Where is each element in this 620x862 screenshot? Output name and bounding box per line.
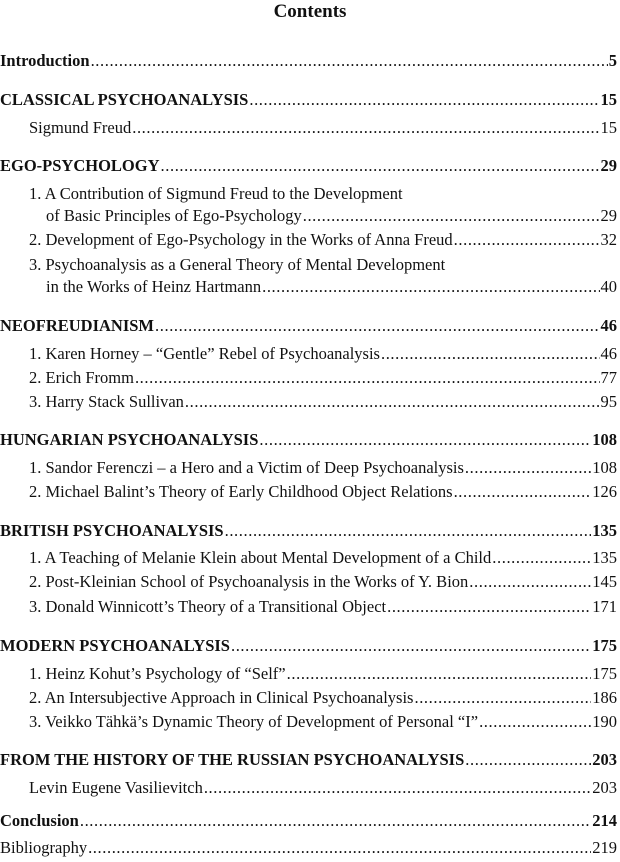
leader-dots [454, 230, 600, 250]
toc-entry-winnicott[interactable] [29, 597, 617, 617]
leader-dots [91, 51, 608, 71]
toc-page-number: 46 [600, 316, 617, 335]
leader-dots [231, 636, 591, 656]
leader-dots [259, 430, 591, 450]
toc-entry-title: 2. Erich Fromm [29, 368, 134, 387]
toc-page-number: 203 [592, 778, 617, 797]
leader-dots [161, 156, 600, 176]
toc-entry-title: HUNGARIAN PSYCHOANALYSIS [0, 430, 259, 449]
leader-dots [80, 811, 591, 831]
toc-entry-title: 3. Veikko Tähkä’s Dynamic Theory of Development of Personal “I” [29, 712, 479, 731]
leader-dots [381, 344, 600, 364]
toc-entry-ferenczi[interactable] [29, 458, 617, 478]
toc-entry-title: 2. Michael Balint’s Theory of Early Childhood Object Relations [29, 482, 453, 501]
toc-entry-title: Bibliography [0, 838, 88, 857]
toc-entry-title: Conclusion [0, 811, 79, 830]
toc-page-number: 135 [592, 521, 617, 540]
toc-page-number: 108 [592, 458, 617, 477]
toc-section-modern[interactable] [0, 636, 617, 656]
toc-page-number: 15 [600, 90, 617, 109]
toc-entry-bion[interactable] [29, 572, 617, 592]
toc-entry-title: 1. A Teaching of Melanie Klein about Mental Development of a Child [29, 548, 492, 567]
toc-entry-line[interactable] [29, 255, 617, 275]
toc-section-classical[interactable] [0, 90, 617, 110]
toc-entry-title: Introduction [0, 51, 90, 70]
toc-page-number: 190 [592, 712, 617, 731]
toc-section-hungarian[interactable] [0, 430, 617, 450]
toc-entry-title: NEOFREUDIANISM [0, 316, 155, 335]
toc-entry-freud-contribution[interactable] [46, 206, 617, 226]
leader-dots [469, 572, 591, 592]
toc-entry-title: 1. Karen Horney – “Gentle” Rebel of Psychoanalysis [29, 344, 380, 363]
toc-entry-title: of Basic Principles of Ego-Psychology [46, 206, 302, 225]
toc-entry-title: 2. Development of Ego-Psychology in the Works of Anna Freud [29, 230, 453, 249]
toc-entry-klein[interactable] [29, 548, 617, 568]
toc-entry-title: 1. Sandor Ferenczi – a Hero and a Victim of Deep Psychoanalysis [29, 458, 464, 477]
leader-dots [135, 368, 600, 388]
page-title: Contents [273, 1, 347, 22]
toc-page-number: 29 [600, 206, 617, 225]
leader-dots [479, 712, 591, 732]
toc-entry-bibliography[interactable] [0, 838, 617, 858]
toc-entry-title: MODERN PSYCHOANALYSIS [0, 636, 230, 655]
toc-entry-hartmann[interactable] [46, 277, 617, 297]
toc-entry-fromm[interactable] [29, 368, 617, 388]
toc-entry-title: 2. An Intersubjective Approach in Clinical Psychoanalysis [29, 688, 414, 707]
leader-dots [303, 206, 600, 226]
leader-dots [465, 750, 591, 770]
leader-dots [249, 90, 599, 110]
toc-page-number: 135 [592, 548, 617, 567]
leader-dots [287, 664, 592, 684]
toc-page-number: 77 [600, 368, 617, 387]
toc-page-number: 186 [592, 688, 617, 707]
leader-dots [88, 838, 591, 858]
leader-dots [465, 458, 591, 478]
toc-page-number: 40 [600, 277, 617, 296]
toc-page-number: 32 [600, 230, 617, 249]
toc-page-number: 5 [608, 51, 617, 70]
toc-page-number: 15 [600, 118, 617, 137]
toc-entry-title: 2. Post-Kleinian School of Psychoanalysis in the Works of Y. Bion [29, 572, 469, 591]
toc-entry-title: 1. Heinz Kohut’s Psychology of “Self” [29, 664, 286, 683]
toc-page-number: 175 [592, 636, 617, 655]
toc-entry-title: FROM THE HISTORY OF THE RUSSIAN PSYCHOANALYSIS [0, 750, 465, 769]
toc-entry-title: Sigmund Freud [29, 118, 132, 137]
leader-dots [414, 688, 591, 708]
toc-entry-title: 3. Harry Stack Sullivan [29, 392, 184, 411]
toc-entry-title: 1. A Contribution of Sigmund Freud to the Development [29, 184, 403, 203]
toc-entry-conclusion[interactable] [0, 811, 617, 831]
toc-page-number: 203 [592, 750, 617, 769]
leader-dots [204, 778, 591, 798]
toc-page-number: 126 [592, 482, 617, 501]
leader-dots [185, 392, 600, 412]
toc-page-number: 219 [592, 838, 617, 857]
toc-page-number: 46 [600, 344, 617, 363]
toc-section-russian[interactable] [0, 750, 617, 770]
toc-page-number: 175 [592, 664, 617, 683]
leader-dots [262, 277, 599, 297]
toc-entry-sullivan[interactable] [29, 392, 617, 412]
toc-entry-title: 3. Psychoanalysis as a General Theory of Mental Development [29, 255, 446, 274]
toc-section-british[interactable] [0, 521, 617, 541]
toc-page-number: 171 [592, 597, 617, 616]
toc-entry-levin[interactable] [29, 778, 617, 798]
leader-dots [155, 316, 599, 336]
toc-entry-title: in the Works of Heinz Hartmann [46, 277, 262, 296]
toc-page-number: 214 [592, 811, 617, 830]
toc-entry-intersubjective[interactable] [29, 688, 617, 708]
toc-entry-line[interactable] [29, 184, 617, 204]
toc-page-number: 95 [600, 392, 617, 411]
toc-entry-title: 3. Donald Winnicott’s Theory of a Transitional Object [29, 597, 387, 616]
leader-dots [132, 118, 599, 138]
toc-entry-title: BRITISH PSYCHOANALYSIS [0, 521, 224, 540]
leader-dots [225, 521, 592, 541]
leader-dots [454, 482, 592, 502]
leader-dots [387, 597, 591, 617]
toc-entry-title: EGO-PSYCHOLOGY [0, 156, 160, 175]
toc-entry-kohut[interactable] [29, 664, 617, 684]
toc-page-number: 29 [600, 156, 617, 175]
toc-entry-horney[interactable] [29, 344, 617, 364]
leader-dots [492, 548, 591, 568]
toc-entry-title: CLASSICAL PSYCHOANALYSIS [0, 90, 249, 109]
toc-entry-anna-freud[interactable] [29, 230, 617, 250]
toc-entry-sigmund-freud[interactable] [29, 118, 617, 138]
toc-entry-balint[interactable] [29, 482, 617, 502]
toc-section-neofreudianism[interactable] [0, 316, 617, 336]
toc-entry-title: Levin Eugene Vasilievitch [29, 778, 203, 797]
toc-section-ego-psychology[interactable] [0, 156, 617, 176]
toc-page-number: 145 [592, 572, 617, 591]
toc-entry-introduction[interactable] [0, 51, 617, 71]
toc-page-number: 108 [592, 430, 617, 449]
toc-entry-tahka[interactable] [29, 712, 617, 732]
